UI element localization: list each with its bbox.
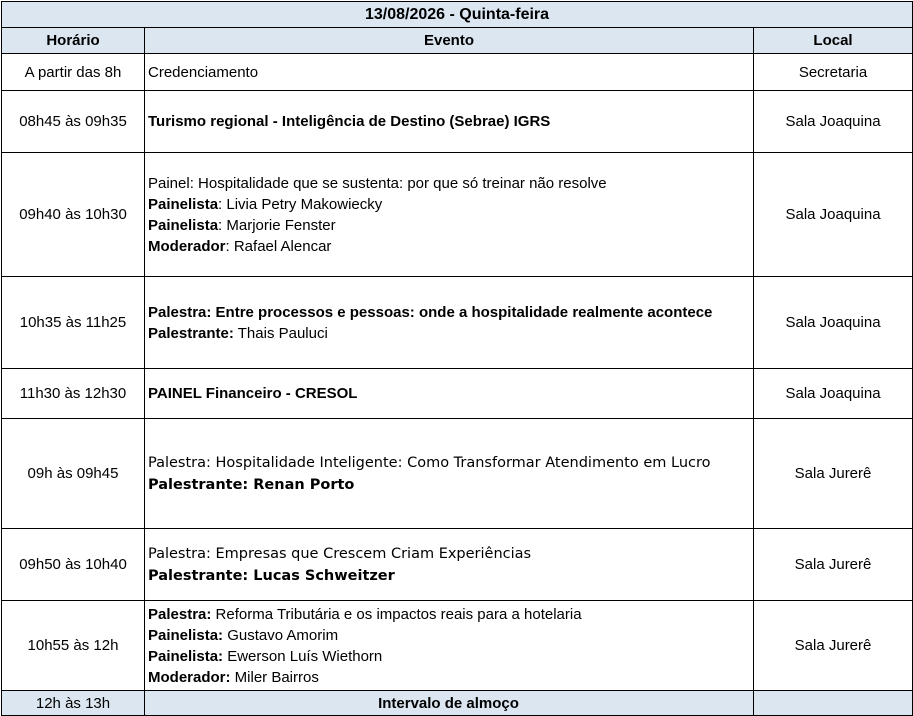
event-label: Turismo regional - Inteligência de Destino (Sebrae) IGRS <box>148 113 551 130</box>
row-local: Sala Joaquina <box>754 91 913 153</box>
row-event <box>145 529 754 601</box>
event-line <box>148 173 749 194</box>
break-event: Intervalo de almoço <box>145 691 754 716</box>
event-label: Palestrante: Renan Porto <box>148 476 355 493</box>
row-event <box>145 91 754 153</box>
event-text: Palestra: Empresas que Crescem Criam Experiências <box>148 545 532 562</box>
row-time: 10h55 às 12h <box>2 601 145 691</box>
schedule-row <box>2 601 913 691</box>
schedule-row <box>2 419 913 529</box>
event-label: Palestra: Entre processos e pessoas: onde a hospitalidade realmente acontece <box>148 303 713 321</box>
row-time: 09h50 às 10h40 <box>2 529 145 601</box>
row-local: Secretaria <box>754 54 913 91</box>
event-label: Painelista <box>148 216 219 234</box>
break-local <box>754 691 913 716</box>
schedule-row <box>2 277 913 369</box>
event-text: Ewerson Luís Wiethorn <box>223 647 383 665</box>
event-line <box>148 604 749 625</box>
row-time: 09h às 09h45 <box>2 419 145 529</box>
row-time: 11h30 às 12h30 <box>2 369 145 419</box>
row-event <box>145 277 754 369</box>
schedule-table <box>1 1 913 716</box>
event-line <box>148 111 749 132</box>
row-local: Sala Joaquina <box>754 277 913 369</box>
event-label: Painelista <box>148 195 219 213</box>
row-event <box>145 54 754 91</box>
break-time: 12h às 13h <box>2 691 145 716</box>
event-line <box>148 474 749 496</box>
lunch-break-row <box>2 691 913 716</box>
event-text: : Livia Petry Makowiecky <box>218 195 383 213</box>
event-label: Moderador: <box>148 668 231 686</box>
event-label: Palestrante: Lucas Schweitzer <box>148 567 395 584</box>
schedule-row <box>2 54 913 91</box>
event-text: Thais Pauluci <box>233 324 328 342</box>
event-line <box>148 646 749 667</box>
header-event: Evento <box>145 28 754 54</box>
event-text: Painel: Hospitalidade que se sustenta: por que só treinar não resolve <box>148 174 607 192</box>
row-event <box>145 153 754 277</box>
schedule-row <box>2 369 913 419</box>
event-line <box>148 236 749 257</box>
event-label: Painelista: <box>148 647 224 665</box>
event-line <box>148 194 749 215</box>
row-local: Sala Jurerê <box>754 419 913 529</box>
event-line <box>148 62 749 83</box>
event-label: Palestrante: <box>148 324 234 342</box>
schedule-row <box>2 91 913 153</box>
event-label: PAINEL Financeiro - CRESOL <box>148 385 358 402</box>
header-local: Local <box>754 28 913 54</box>
event-text: : Rafael Alencar <box>225 237 332 255</box>
row-local: Sala Joaquina <box>754 369 913 419</box>
row-event <box>145 601 754 691</box>
event-text: Gustavo Amorim <box>223 626 339 644</box>
row-local: Sala Jurerê <box>754 601 913 691</box>
event-line <box>148 302 749 323</box>
schedule-row <box>2 153 913 277</box>
event-text: Credenciamento <box>148 63 259 81</box>
date-title: 13/08/2026 - Quinta-feira <box>2 2 913 28</box>
schedule-row <box>2 529 913 601</box>
header-row <box>2 28 913 54</box>
row-time: 08h45 às 09h35 <box>2 91 145 153</box>
row-time: A partir das 8h <box>2 54 145 91</box>
row-event <box>145 369 754 419</box>
row-time: 10h35 às 11h25 <box>2 277 145 369</box>
row-event <box>145 419 754 529</box>
event-label: Moderador <box>148 237 226 255</box>
title-row <box>2 2 913 28</box>
event-text: : Marjorie Fenster <box>218 216 336 234</box>
event-line <box>148 383 749 404</box>
event-text: Reforma Tributária e os impactos reais para a hotelaria <box>211 605 582 623</box>
event-text: Miler Bairros <box>230 668 319 686</box>
event-line <box>148 667 749 688</box>
row-local: Sala Jurerê <box>754 529 913 601</box>
row-local: Sala Joaquina <box>754 153 913 277</box>
event-line <box>148 565 749 587</box>
event-line <box>148 543 749 565</box>
event-line <box>148 323 749 344</box>
event-label: Palestra: <box>148 605 212 623</box>
event-text: Palestra: Hospitalidade Inteligente: Como Transformar Atendimento em Lucro <box>148 454 711 471</box>
event-line <box>148 215 749 236</box>
header-time: Horário <box>2 28 145 54</box>
event-line <box>148 625 749 646</box>
row-time: 09h40 às 10h30 <box>2 153 145 277</box>
event-label: Painelista: <box>148 626 224 644</box>
event-line <box>148 452 749 474</box>
